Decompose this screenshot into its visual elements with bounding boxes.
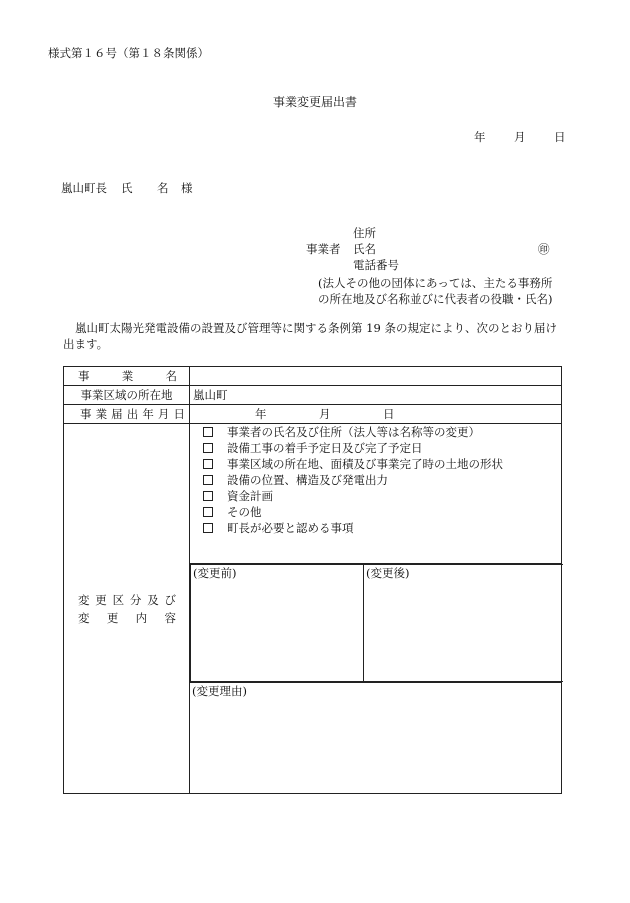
location-label: 事業区域の所在地 (64, 386, 190, 405)
checkbox-item[interactable]: 事業区域の所在地、面積及び事業完了時の土地の形状 (203, 456, 561, 472)
addressee-mei: 名 (157, 181, 169, 195)
filing-date-label: 事 業 届 出 年 月 日 (64, 405, 190, 424)
business-name-label: 事 業 名 (64, 367, 190, 386)
before-after-table (190, 564, 563, 682)
addressee-shi: 氏 (121, 181, 133, 195)
applicant-name-label: 氏名 (353, 242, 376, 256)
change-category-label: 変 更 区 分 及 び 変 更 内 容 (64, 424, 190, 794)
applicant-address-label: 住所 (353, 226, 376, 240)
location-field[interactable]: 嵐山町 (190, 386, 562, 405)
checkbox-icon[interactable] (203, 459, 213, 469)
checkbox-icon[interactable] (203, 427, 213, 437)
change-category-checkboxes (190, 424, 562, 564)
before-after-cell (190, 564, 562, 683)
form-number: 様式第１６号（第１８条関係） (48, 46, 209, 60)
checkbox-icon[interactable] (203, 443, 213, 453)
business-name-field[interactable] (190, 367, 562, 386)
date-day-label: 日 (554, 130, 566, 144)
checkbox-item[interactable]: その他 (203, 504, 561, 520)
filing-date-field[interactable]: 年 月 日 (190, 405, 562, 424)
change-after-label: (変更後) (366, 566, 410, 580)
change-before-label: (変更前) (193, 566, 237, 580)
applicant-role: 事業者 (306, 242, 341, 256)
checkbox-icon[interactable] (203, 507, 213, 517)
addressee (61, 181, 193, 195)
checkbox-icon[interactable] (203, 491, 213, 501)
checkbox-list (190, 424, 561, 536)
checkbox-item[interactable]: 事業者の氏名及び住所（法人等は名称等の変更） (203, 424, 561, 440)
change-reason-field[interactable] (190, 683, 562, 794)
checkbox-icon[interactable] (203, 523, 213, 533)
addressee-sama: 様 (181, 181, 193, 195)
applicant-note-line1: (法人その他の団体にあっては、主たる事務所 (318, 276, 553, 290)
change-after-field[interactable] (364, 565, 563, 682)
body-paragraph: 嵐山町太陽光発電設備の設置及び管理等に関する条例第 19 条の規定により、次のとおり届け出ます。 (63, 321, 557, 351)
applicant-note-line2: の所在地及び名称並びに代表者の役職・氏名) (318, 292, 553, 306)
body-text (63, 320, 563, 352)
date-month-label: 月 (514, 130, 526, 144)
addressee-office: 嵐山町長 (61, 181, 107, 195)
document-title: 事業変更届出書 (272, 95, 357, 109)
checkbox-item[interactable]: 資金計画 (203, 488, 561, 504)
checkbox-item[interactable]: 設備の位置、構造及び発電出力 (203, 472, 561, 488)
checkbox-icon[interactable] (203, 475, 213, 485)
applicant-phone-label: 電話番号 (353, 258, 399, 272)
date-year-label: 年 (474, 130, 486, 144)
applicant-note (318, 275, 552, 307)
change-reason-label: (変更理由) (192, 684, 247, 698)
checkbox-item[interactable]: 設備工事の着手予定日及び完了予定日 (203, 440, 561, 456)
checkbox-item[interactable]: 町長が必要と認める事項 (203, 520, 561, 536)
document-date (474, 130, 566, 144)
change-before-field[interactable] (191, 565, 364, 682)
change-form-table (63, 366, 562, 794)
seal-mark: ㊞ (538, 242, 550, 256)
